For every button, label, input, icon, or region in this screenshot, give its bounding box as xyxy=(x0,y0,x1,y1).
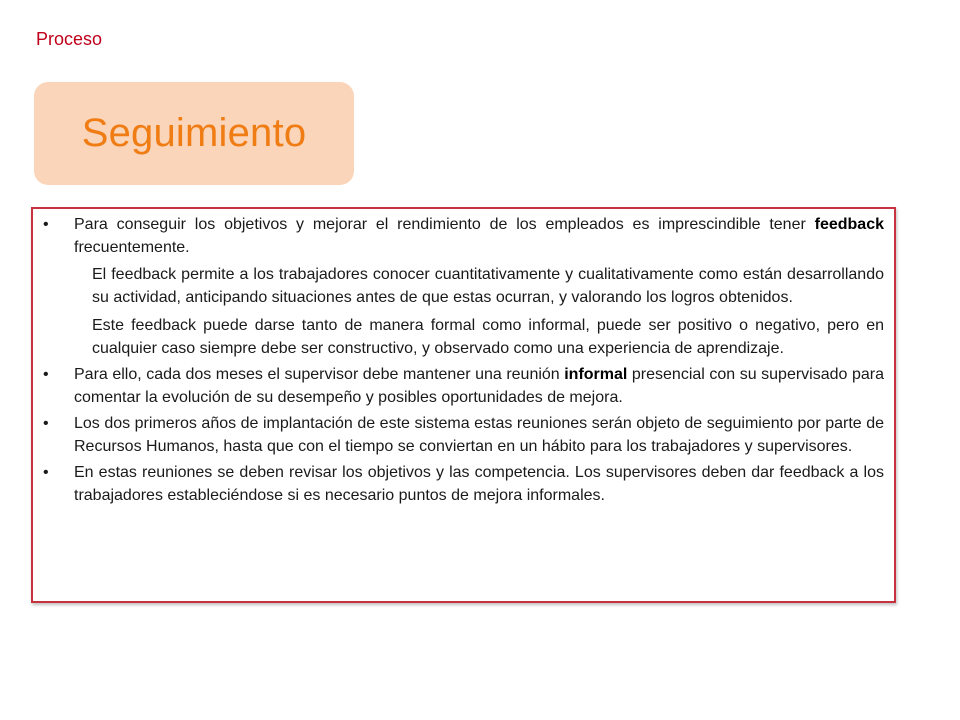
bullet-text-tail: frecuentemente. xyxy=(74,238,190,256)
bullet-item-feedback xyxy=(43,214,884,259)
sub-paragraph-feedback-types: Este feedback puede darse tanto de manera formal como informal, puede ser positivo o negativo, pero en cualquier caso siempre debe ser constructivo, y observado como una experiencia de aprendizaje. xyxy=(92,317,884,357)
title-box xyxy=(34,82,354,185)
bullet-text: Para ello, cada dos meses el supervisor debe mantener una reunión xyxy=(74,366,565,383)
bullet-item-hr-followup xyxy=(43,413,884,458)
bold-keyword-informal: informal xyxy=(564,366,628,383)
bullet-item-meetings xyxy=(43,364,884,409)
bold-keyword-feedback: feedback xyxy=(814,216,884,233)
bullet-icon: • xyxy=(43,464,49,481)
page-title: Seguimiento xyxy=(81,111,307,155)
sub-paragraph-feedback-purpose: El feedback permite a los trabajadores conocer cuantitativamente y cualitativamente como están desarrollando su actividad, anticipando situaciones antes de que estas ocurran, y valorando los logros obtenidos. xyxy=(92,266,884,306)
content-box xyxy=(31,207,896,603)
bullet-icon: • xyxy=(43,415,49,432)
bullet-icon: • xyxy=(43,366,49,383)
bullet-item-review xyxy=(43,462,884,507)
bullet-text: Los dos primeros años de implantación de este sistema estas reuniones serán objeto de seguimiento por parte de Recursos Humanos, hasta que con el tiempo se conviertan en un hábito para los trabajadores y supervisores. xyxy=(74,415,884,455)
bullet-text: En estas reuniones se deben revisar los objetivos y las competencia. Los supervisores deben dar feedback a los trabajadores estableciéndose si es necesario puntos de mejora informales. xyxy=(74,464,884,504)
bullet-icon: • xyxy=(43,216,49,233)
bullet-text-tail: presencial con su supervisado para comentar la evolución de su desempeño y posibles oportunidades de mejora. xyxy=(74,366,884,406)
section-label: Proceso xyxy=(36,29,103,49)
bullet-text: Para conseguir los objetivos y mejorar el rendimiento de los empleados es imprescindible tener xyxy=(74,216,815,233)
